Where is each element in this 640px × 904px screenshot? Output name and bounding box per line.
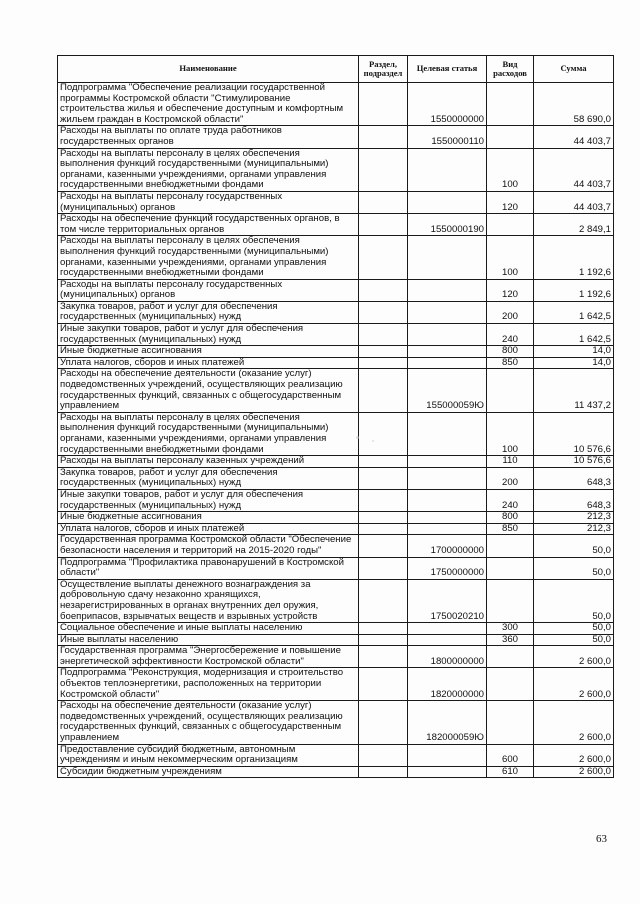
cell-target-article: 182000059Ю	[408, 701, 487, 744]
scan-speck	[356, 436, 359, 439]
cell-name: Расходы на выплаты по оплате труда работников государственных органов	[58, 126, 359, 148]
table-row	[58, 301, 614, 323]
table-row	[58, 512, 614, 524]
cell-target-article: 1750020210	[408, 579, 487, 622]
cell-section	[359, 579, 408, 622]
table-row	[58, 236, 614, 279]
cell-target-article	[408, 148, 487, 191]
cell-expense-kind	[487, 701, 534, 744]
cell-expense-kind: 610	[487, 766, 534, 778]
cell-target-article	[408, 236, 487, 279]
table-row	[58, 646, 614, 668]
cell-section	[359, 191, 408, 213]
table-row	[58, 535, 614, 557]
cell-section	[359, 126, 408, 148]
table-row	[58, 668, 614, 701]
cell-section	[359, 623, 408, 635]
cell-section	[359, 83, 408, 126]
cell-expense-kind: 100	[487, 148, 534, 191]
table-row	[58, 557, 614, 579]
table-row	[58, 214, 614, 236]
cell-name: Социальное обеспечение и иные выплаты населению	[58, 623, 359, 635]
cell-name: Расходы на выплаты персоналу казенных учреждений	[58, 456, 359, 468]
cell-target-article: 1750000000	[408, 557, 487, 579]
cell-section	[359, 646, 408, 668]
cell-name: Закупка товаров, работ и услуг для обеспечения государственных (муниципальных) нужд	[58, 467, 359, 489]
header-target-article: Целевая статья	[408, 56, 487, 83]
cell-sum: 14,0	[534, 346, 614, 358]
cell-target-article	[408, 634, 487, 646]
cell-sum: 212,3	[534, 523, 614, 535]
table-row	[58, 357, 614, 369]
cell-section	[359, 148, 408, 191]
cell-expense-kind	[487, 214, 534, 236]
cell-expense-kind	[487, 579, 534, 622]
cell-section	[359, 467, 408, 489]
cell-name: Расходы на обеспечение деятельности (оказание услуг) подведомственных учреждений, осуществляющих реализацию государственных функций, связанных с общегосударственным управлением	[58, 369, 359, 412]
cell-section	[359, 346, 408, 358]
cell-name: Подпрограмма "Профилактика правонарушений в Костромской области"	[58, 557, 359, 579]
cell-section	[359, 357, 408, 369]
cell-target-article: 1550000110	[408, 126, 487, 148]
cell-target-article	[408, 346, 487, 358]
cell-sum: 648,3	[534, 467, 614, 489]
cell-sum: 50,0	[534, 623, 614, 635]
table-row	[58, 126, 614, 148]
cell-target-article	[408, 489, 487, 511]
cell-sum: 50,0	[534, 557, 614, 579]
cell-expense-kind: 200	[487, 301, 534, 323]
cell-name: Иные выплаты населению	[58, 634, 359, 646]
cell-target-article	[408, 412, 487, 455]
header-name: Наименование	[58, 56, 359, 83]
cell-section	[359, 523, 408, 535]
cell-expense-kind: 800	[487, 512, 534, 524]
cell-sum: 1 192,6	[534, 236, 614, 279]
cell-sum: 44 403,7	[534, 191, 614, 213]
table-row	[58, 279, 614, 301]
cell-name: Государственная программа Костромской области "Обеспечение безопасности населения и территорий на 2015-2020 годы"	[58, 535, 359, 557]
cell-expense-kind: 200	[487, 467, 534, 489]
table-header-row	[58, 56, 614, 83]
table-body	[58, 83, 614, 778]
cell-sum: 1 642,5	[534, 301, 614, 323]
cell-target-article	[408, 301, 487, 323]
cell-sum: 44 403,7	[534, 126, 614, 148]
cell-name: Подпрограмма "Реконструкция, модернизация и строительство объектов теплоэнергетики, расположенных на территории Костромской области"	[58, 668, 359, 701]
cell-target-article	[408, 279, 487, 301]
cell-name: Субсидии бюджетным учреждениям	[58, 766, 359, 778]
cell-name: Уплата налогов, сборов и иных платежей	[58, 523, 359, 535]
cell-section	[359, 324, 408, 346]
cell-target-article	[408, 456, 487, 468]
cell-target-article	[408, 766, 487, 778]
cell-sum: 2 600,0	[534, 646, 614, 668]
cell-sum: 14,0	[534, 357, 614, 369]
cell-expense-kind: 120	[487, 279, 534, 301]
cell-target-article: 1550000000	[408, 83, 487, 126]
cell-section	[359, 412, 408, 455]
budget-table	[57, 55, 614, 778]
cell-section	[359, 279, 408, 301]
cell-sum: 2 600,0	[534, 701, 614, 744]
cell-expense-kind: 600	[487, 744, 534, 766]
table-row	[58, 623, 614, 635]
cell-expense-kind	[487, 369, 534, 412]
table-row	[58, 369, 614, 412]
cell-sum: 2 600,0	[534, 744, 614, 766]
cell-sum: 648,3	[534, 489, 614, 511]
cell-section	[359, 535, 408, 557]
table-row	[58, 579, 614, 622]
cell-section	[359, 456, 408, 468]
table-row	[58, 324, 614, 346]
cell-name: Предоставление субсидий бюджетным, автономным учреждениям и иным некоммерческим организациям	[58, 744, 359, 766]
cell-name: Расходы на выплаты персоналу в целях обеспечения выполнения функций государственными (муниципальными) органами, казенными учреждениями, органами управления государственными внебюджетными фондами	[58, 148, 359, 191]
cell-name: Расходы на выплаты персоналу государственных (муниципальных) органов	[58, 279, 359, 301]
table-row	[58, 412, 614, 455]
cell-target-article: 1550000190	[408, 214, 487, 236]
table-row	[58, 83, 614, 126]
cell-section	[359, 557, 408, 579]
table-row	[58, 523, 614, 535]
cell-sum: 11 437,2	[534, 369, 614, 412]
cell-section	[359, 369, 408, 412]
cell-name: Закупка товаров, работ и услуг для обеспечения государственных (муниципальных) нужд	[58, 301, 359, 323]
cell-target-article: 1820000000	[408, 668, 487, 701]
cell-expense-kind	[487, 557, 534, 579]
table-row	[58, 346, 614, 358]
cell-expense-kind: 120	[487, 191, 534, 213]
cell-name: Подпрограмма "Обеспечение реализации государственной программы Костромской области "Стимулирование строительства жилья и обеспечение доступным и комфортным жильем граждан в Костромской области"	[58, 83, 359, 126]
cell-target-article: 1700000000	[408, 535, 487, 557]
cell-sum: 10 576,6	[534, 412, 614, 455]
cell-sum: 50,0	[534, 535, 614, 557]
cell-section	[359, 701, 408, 744]
cell-expense-kind: 100	[487, 236, 534, 279]
cell-expense-kind: 110	[487, 456, 534, 468]
cell-sum: 2 849,1	[534, 214, 614, 236]
cell-sum: 212,3	[534, 512, 614, 524]
cell-sum: 50,0	[534, 579, 614, 622]
cell-sum: 50,0	[534, 634, 614, 646]
cell-name: Расходы на выплаты персоналу государственных (муниципальных) органов	[58, 191, 359, 213]
cell-name: Иные бюджетные ассигнования	[58, 512, 359, 524]
cell-section	[359, 766, 408, 778]
cell-section	[359, 744, 408, 766]
cell-target-article	[408, 324, 487, 346]
cell-name: Расходы на выплаты персоналу в целях обеспечения выполнения функций государственными (муниципальными) органами, казенными учреждениями, органами управления государственными внебюджетными фондами	[58, 412, 359, 455]
cell-target-article	[408, 357, 487, 369]
header-expense-kind: Вид расходов	[487, 56, 534, 83]
cell-section	[359, 236, 408, 279]
cell-target-article	[408, 523, 487, 535]
cell-expense-kind: 850	[487, 357, 534, 369]
cell-target-article	[408, 191, 487, 213]
cell-sum: 58 690,0	[534, 83, 614, 126]
cell-expense-kind: 360	[487, 634, 534, 646]
cell-sum: 2 600,0	[534, 766, 614, 778]
cell-expense-kind: 300	[487, 623, 534, 635]
page-number: 63	[596, 833, 607, 845]
cell-target-article: 1800000000	[408, 646, 487, 668]
cell-name: Иные закупки товаров, работ и услуг для обеспечения государственных (муниципальных) нужд	[58, 324, 359, 346]
cell-target-article	[408, 467, 487, 489]
cell-section	[359, 301, 408, 323]
cell-expense-kind	[487, 535, 534, 557]
cell-expense-kind	[487, 668, 534, 701]
cell-target-article	[408, 744, 487, 766]
header-section: Раздел, подраздел	[359, 56, 408, 83]
table-row	[58, 744, 614, 766]
cell-sum: 10 576,6	[534, 456, 614, 468]
table-row	[58, 634, 614, 646]
cell-section	[359, 489, 408, 511]
cell-name: Государственная программа "Энергосбережение и повышение энергетической эффективности Костромской области"	[58, 646, 359, 668]
table-row	[58, 191, 614, 213]
cell-sum: 1 642,5	[534, 324, 614, 346]
table-row	[58, 456, 614, 468]
table-row	[58, 467, 614, 489]
cell-name: Уплата налогов, сборов и иных платежей	[58, 357, 359, 369]
cell-expense-kind: 240	[487, 324, 534, 346]
cell-name: Расходы на обеспечение функций государственных органов, в том числе территориальных органов	[58, 214, 359, 236]
cell-name: Иные бюджетные ассигнования	[58, 346, 359, 358]
cell-expense-kind: 850	[487, 523, 534, 535]
cell-target-article: 155000059Ю	[408, 369, 487, 412]
table-row	[58, 701, 614, 744]
cell-target-article	[408, 512, 487, 524]
cell-name: Расходы на выплаты персоналу в целях обеспечения выполнения функций государственными (муниципальными) органами, казенными учреждениями, органами управления государственными внебюджетными фондами	[58, 236, 359, 279]
cell-sum: 1 192,6	[534, 279, 614, 301]
table-row	[58, 489, 614, 511]
header-sum: Сумма	[534, 56, 614, 83]
cell-expense-kind	[487, 83, 534, 126]
cell-section	[359, 512, 408, 524]
cell-sum: 44 403,7	[534, 148, 614, 191]
cell-name: Осуществление выплаты денежного вознаграждения за добровольную сдачу незаконно хранящихся, незарегистрированных в органах внутренних дел оружия, боеприпасов, взрывчатых веществ и взрывных устройств	[58, 579, 359, 622]
table-row	[58, 766, 614, 778]
cell-name: Иные закупки товаров, работ и услуг для обеспечения государственных (муниципальных) нужд	[58, 489, 359, 511]
cell-expense-kind	[487, 126, 534, 148]
cell-expense-kind: 100	[487, 412, 534, 455]
cell-expense-kind	[487, 646, 534, 668]
cell-section	[359, 214, 408, 236]
cell-name: Расходы на обеспечение деятельности (оказание услуг) подведомственных учреждений, осуществляющих реализацию государственных функций, связанных с общегосударственным управлением	[58, 701, 359, 744]
table-row	[58, 148, 614, 191]
cell-expense-kind: 800	[487, 346, 534, 358]
cell-expense-kind: 240	[487, 489, 534, 511]
cell-section	[359, 634, 408, 646]
cell-target-article	[408, 623, 487, 635]
scan-speck	[372, 440, 374, 442]
cell-section	[359, 668, 408, 701]
cell-sum: 2 600,0	[534, 668, 614, 701]
